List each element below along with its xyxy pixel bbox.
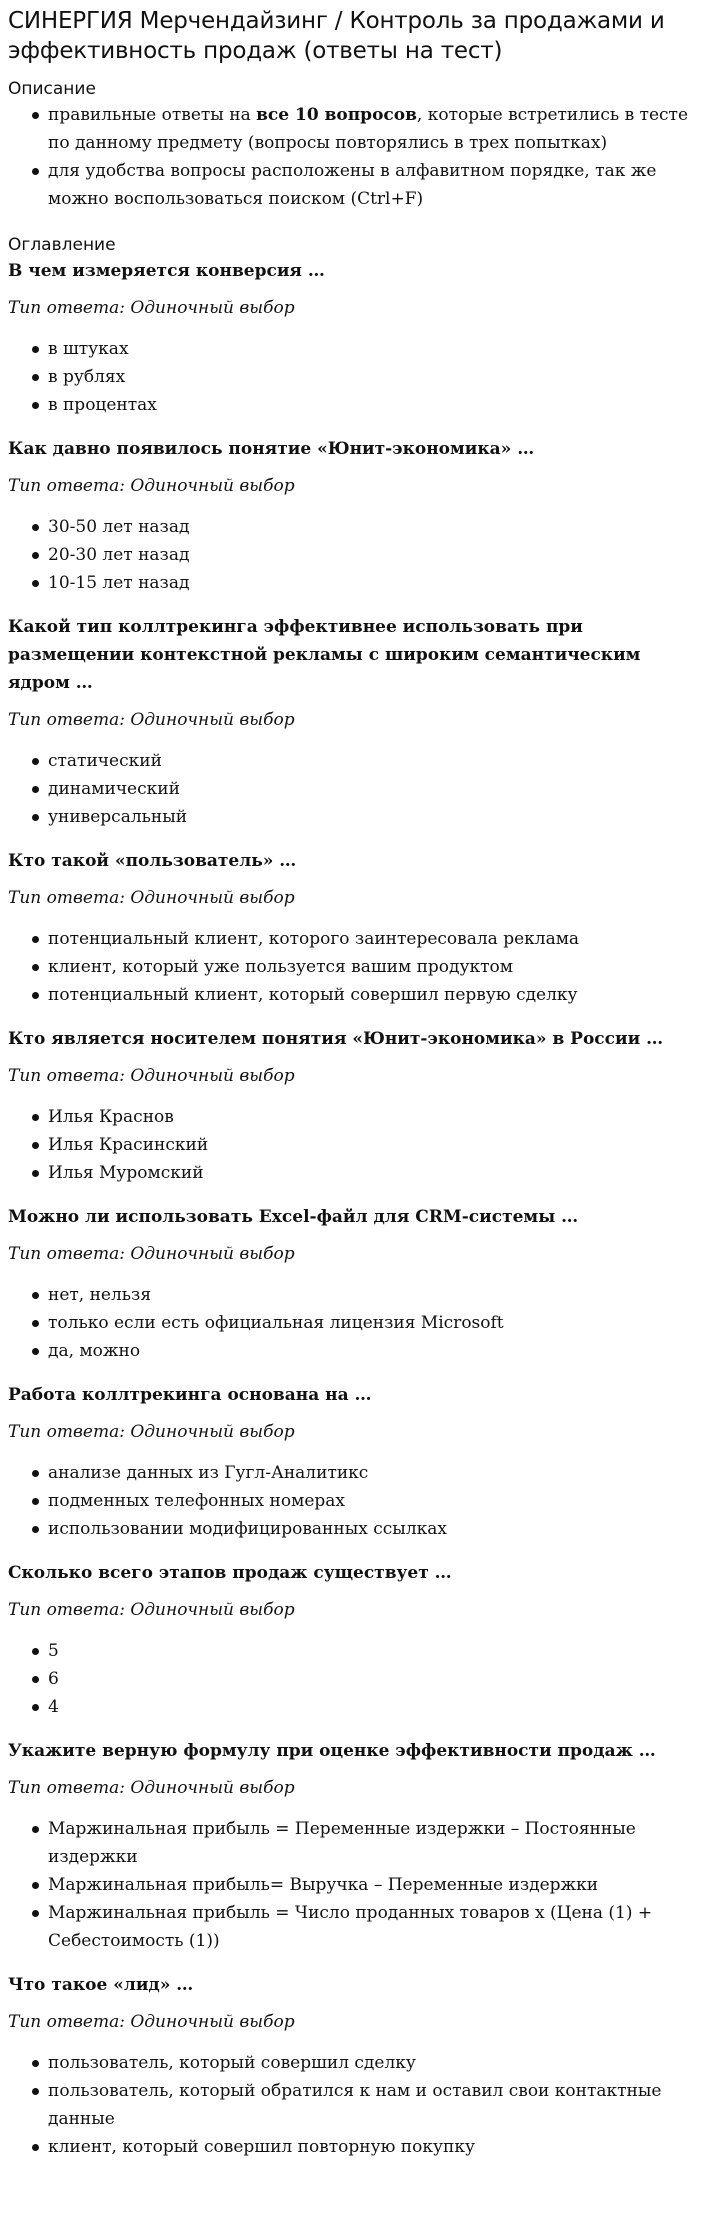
question-title: Как давно появилось понятие «Юнит-экономика» … <box>8 439 535 459</box>
answer-option: динамический <box>48 775 693 803</box>
description-list <box>8 101 693 213</box>
answer-option: подменных телефонных номерах <box>48 1487 693 1515</box>
answer-option: 5 <box>48 1637 693 1665</box>
answer-option: Илья Муромский <box>48 1159 693 1187</box>
answer-option: Маржинальная прибыль= Выручка – Переменные издержки <box>48 1871 693 1899</box>
answer-option: клиент, который совершил повторную покупку <box>48 2133 693 2161</box>
answer-option: потенциальный клиент, которого заинтересовала реклама <box>48 925 693 953</box>
answer-option: 4 <box>48 1693 693 1721</box>
description-item <box>48 157 693 213</box>
question-block <box>8 1559 693 1721</box>
question-block <box>8 1737 693 1955</box>
answer-type: Тип ответа: Одиночный выбор <box>8 1778 295 1798</box>
question-title: Какой тип коллтрекинга эффективнее использовать при размещении контекстной рекламы с широким семантическим ядром … <box>8 617 641 693</box>
answers-list <box>8 2049 693 2161</box>
page-title: СИНЕРГИЯ Мерчендайзинг / Контроль за продажами и эффективность продаж (ответы на тест) <box>8 8 665 64</box>
question-block <box>8 435 693 597</box>
answer-type: Тип ответа: Одиночный выбор <box>8 298 295 318</box>
question-block <box>8 613 693 831</box>
description-text: , которые встретились в тесте по данному предмету (вопросы повторялись в трех попытках) <box>48 105 689 153</box>
description-bold-text: все 10 вопросов <box>256 105 417 125</box>
answer-option: в рублях <box>48 363 693 391</box>
question-title: Работа коллтрекинга основана на … <box>8 1385 372 1405</box>
question-block <box>8 1381 693 1543</box>
answer-option: пользователь, который совершил сделку <box>48 2049 693 2077</box>
question-title: Можно ли использовать Excel-файл для CRM-системы … <box>8 1207 579 1227</box>
answer-type: Тип ответа: Одиночный выбор <box>8 476 295 496</box>
question-block <box>8 1025 693 1187</box>
question-title: Кто является носителем понятия «Юнит-экономика» в России … <box>8 1029 664 1049</box>
answer-option: 20-30 лет назад <box>48 541 693 569</box>
answer-option: 10-15 лет назад <box>48 569 693 597</box>
answer-option: да, можно <box>48 1337 693 1365</box>
answer-type: Тип ответа: Одиночный выбор <box>8 1422 295 1442</box>
answer-type: Тип ответа: Одиночный выбор <box>8 710 295 730</box>
question-title: В чем измеряется конверсия … <box>8 261 325 281</box>
answer-option: потенциальный клиент, который совершил первую сделку <box>48 981 693 1009</box>
answers-list <box>8 335 693 419</box>
answer-option: 6 <box>48 1665 693 1693</box>
question-title: Кто такой «пользователь» … <box>8 851 297 871</box>
question-block <box>8 847 693 1009</box>
answer-option: анализе данных из Гугл-Аналитикс <box>48 1459 693 1487</box>
answer-type: Тип ответа: Одиночный выбор <box>8 1066 295 1086</box>
description-item <box>48 101 693 157</box>
answer-option: Илья Красинский <box>48 1131 693 1159</box>
answer-option: Маржинальная прибыль = Число проданных товаров х (Цена (1) + Себестоимость (1)) <box>48 1899 693 1955</box>
description-label: Описание <box>8 79 96 99</box>
question-title: Что такое «лид» … <box>8 1975 194 1995</box>
answer-option: нет, нельзя <box>48 1281 693 1309</box>
answer-type: Тип ответа: Одиночный выбор <box>8 2012 295 2032</box>
question-block <box>8 1971 693 2161</box>
answers-list <box>8 1281 693 1365</box>
answers-list <box>8 1459 693 1543</box>
question-block <box>8 1203 693 1365</box>
answer-type: Тип ответа: Одиночный выбор <box>8 1244 295 1264</box>
answer-option: Илья Краснов <box>48 1103 693 1131</box>
answers-list <box>8 747 693 831</box>
question-block <box>8 257 693 419</box>
answer-option: в штуках <box>48 335 693 363</box>
answers-list <box>8 925 693 1009</box>
answers-list <box>8 513 693 597</box>
answer-option: только если есть официальная лицензия Microsoft <box>48 1309 693 1337</box>
answer-option: универсальный <box>48 803 693 831</box>
answer-option: статический <box>48 747 693 775</box>
answer-type: Тип ответа: Одиночный выбор <box>8 1600 295 1620</box>
answer-option: Маржинальная прибыль = Переменные издержки – Постоянные издержки <box>48 1815 693 1871</box>
answer-option: в процентах <box>48 391 693 419</box>
questions-list <box>8 257 693 2161</box>
question-title: Укажите верную формулу при оценке эффективности продаж … <box>8 1741 656 1761</box>
answers-list <box>8 1815 693 1955</box>
question-title: Сколько всего этапов продаж существует … <box>8 1563 452 1583</box>
answer-type: Тип ответа: Одиночный выбор <box>8 888 295 908</box>
answer-option: пользователь, который обратился к нам и оставил свои контактные данные <box>48 2077 693 2133</box>
toc-label: Оглавление <box>8 235 116 255</box>
description-text: правильные ответы на <box>48 105 257 125</box>
description-text: для удобства вопросы расположены в алфавитном порядке, так же можно воспользоваться поиском (Ctrl+F) <box>48 161 657 209</box>
answers-list <box>8 1103 693 1187</box>
answer-option: использовании модифицированных ссылках <box>48 1515 693 1543</box>
answers-list <box>8 1637 693 1721</box>
answer-option: клиент, который уже пользуется вашим продуктом <box>48 953 693 981</box>
answer-option: 30-50 лет назад <box>48 513 693 541</box>
